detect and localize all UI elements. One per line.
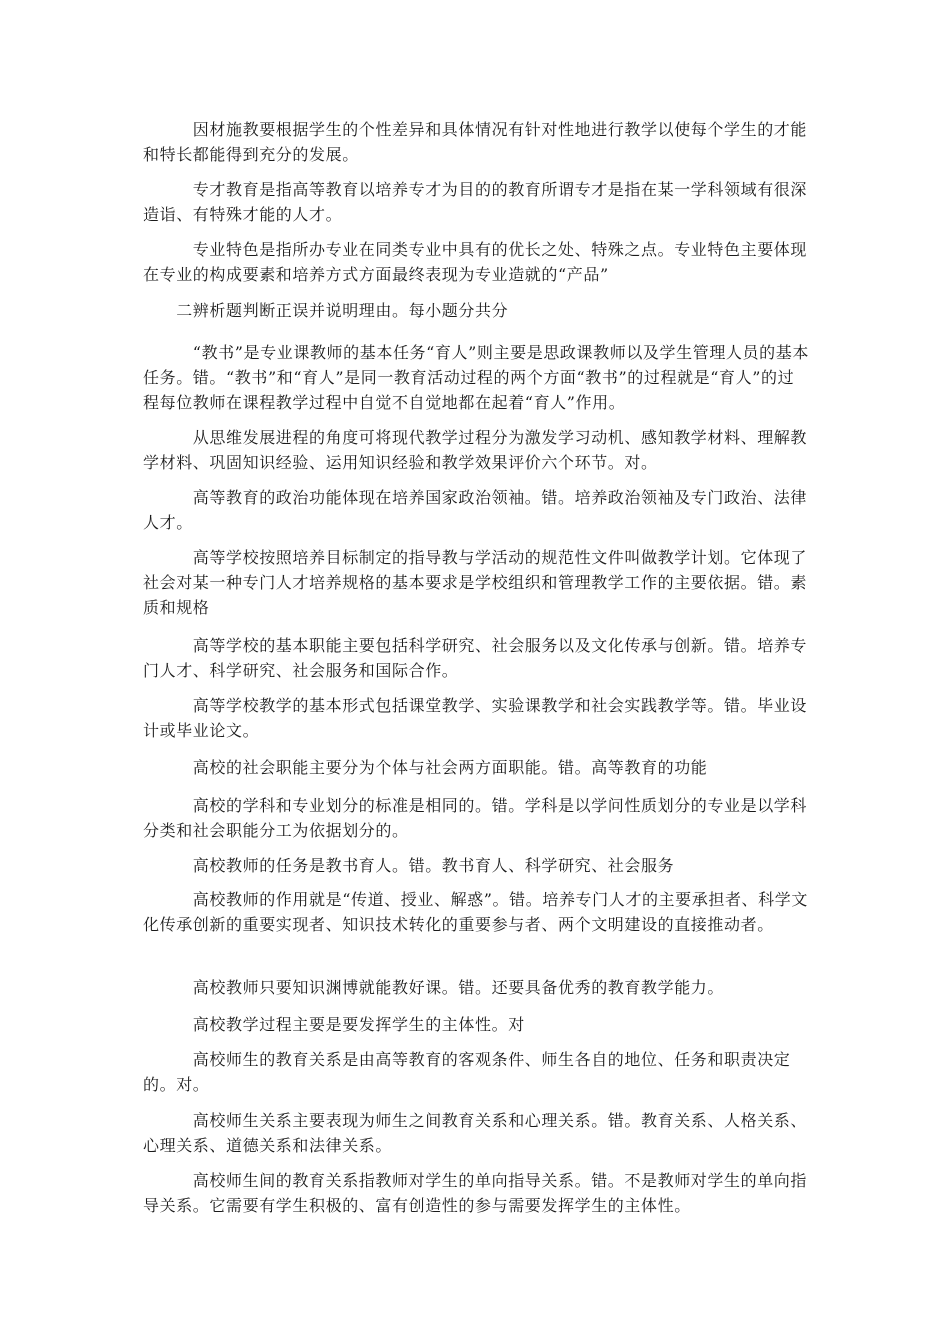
paragraph-18: 高校师生间的教育关系指教师对学生的单向指导关系。错。不是教师对学生的单向指导关系。它需要有学生积极的、富有创造性的参与需要发挥学生的主体性。 <box>143 1171 808 1215</box>
paragraph-12: 高校教师的任务是教书育人。错。教书育人、科学研究、社会服务 <box>143 856 675 875</box>
paragraph-6: 高等教育的政治功能体现在培养国家政治领袖。错。培养政治领袖及专门政治、法律人才。 <box>143 488 808 532</box>
paragraph-10: 高校的社会职能主要分为个体与社会两方面职能。错。高等教育的功能 <box>143 758 708 777</box>
paragraph-1: 因材施教要根据学生的个性差异和具体情况有针对性地进行教学以使每个学生的才能和特长都能得到充分的发展。 <box>143 120 808 164</box>
paragraph-11: 高校的学科和专业划分的标准是相同的。错。学科是以学问性质划分的专业是以学科分类和社会职能分工为依据划分的。 <box>143 796 808 840</box>
paragraph-5: 从思维发展进程的角度可将现代教学过程分为激发学习动机、感知教学材料、理解教学材料、巩固知识经验、运用知识经验和教学效果评价六个环节。对。 <box>143 428 808 472</box>
paragraph-8: 高等学校的基本职能主要包括科学研究、社会服务以及文化传承与创新。错。培养专门人才、科学研究、社会服务和国际合作。 <box>143 636 808 680</box>
paragraph-17: 高校师生关系主要表现为师生之间教育关系和心理关系。错。教育关系、人格关系、心理关系、道德关系和法律关系。 <box>143 1111 808 1155</box>
paragraph-9: 高等学校教学的基本形式包括课堂教学、实验课教学和社会实践教学等。错。毕业设计或毕业论文。 <box>143 696 808 740</box>
paragraph-16: 高校师生的教育关系是由高等教育的客观条件、师生各自的地位、任务和职责决定的。对。 <box>143 1050 791 1094</box>
paragraph-15: 高校教学过程主要是要发挥学生的主体性。对 <box>143 1015 525 1034</box>
paragraph-7: 高等学校按照培养目标制定的指导教与学活动的规范性文件叫做教学计划。它体现了社会对某一种专门人才培养规格的基本要求是学校组织和管理教学工作的主要依据。错。素质和规格 <box>143 548 808 617</box>
paragraph-4: “教书”是专业课教师的基本任务“育人”则主要是思政课教师以及学生管理人员的基本任务。错。“教书”和“育人”是同一教育活动过程的两个方面“教书”的过程就是“育人”的过程每位教师在课程教学过程中自觉不自觉地都在起着“育人”作用。 <box>143 343 809 412</box>
paragraph-14: 高校教师只要知识渊博就能教好课。错。还要具备优秀的教育教学能力。 <box>143 978 725 997</box>
paragraph-3: 专业特色是指所办专业在同类专业中具有的优长之处、特殊之点。专业特色主要体现在专业的构成要素和培养方式方面最终表现为专业造就的“产品” <box>143 240 808 284</box>
paragraph-13: 高校教师的作用就是“传道、授业、解惑”。错。培养专门人才的主要承担者、科学文化传承创新的重要实现者、知识技术转化的重要参与者、两个文明建设的直接推动者。 <box>143 890 808 934</box>
section-heading: 二辨析题判断正误并说明理由。每小题分共分 <box>143 301 509 320</box>
paragraph-2: 专才教育是指高等教育以培养专才为目的的教育所谓专才是指在某一学科领域有很深造诣、有特殊才能的人才。 <box>143 180 808 224</box>
